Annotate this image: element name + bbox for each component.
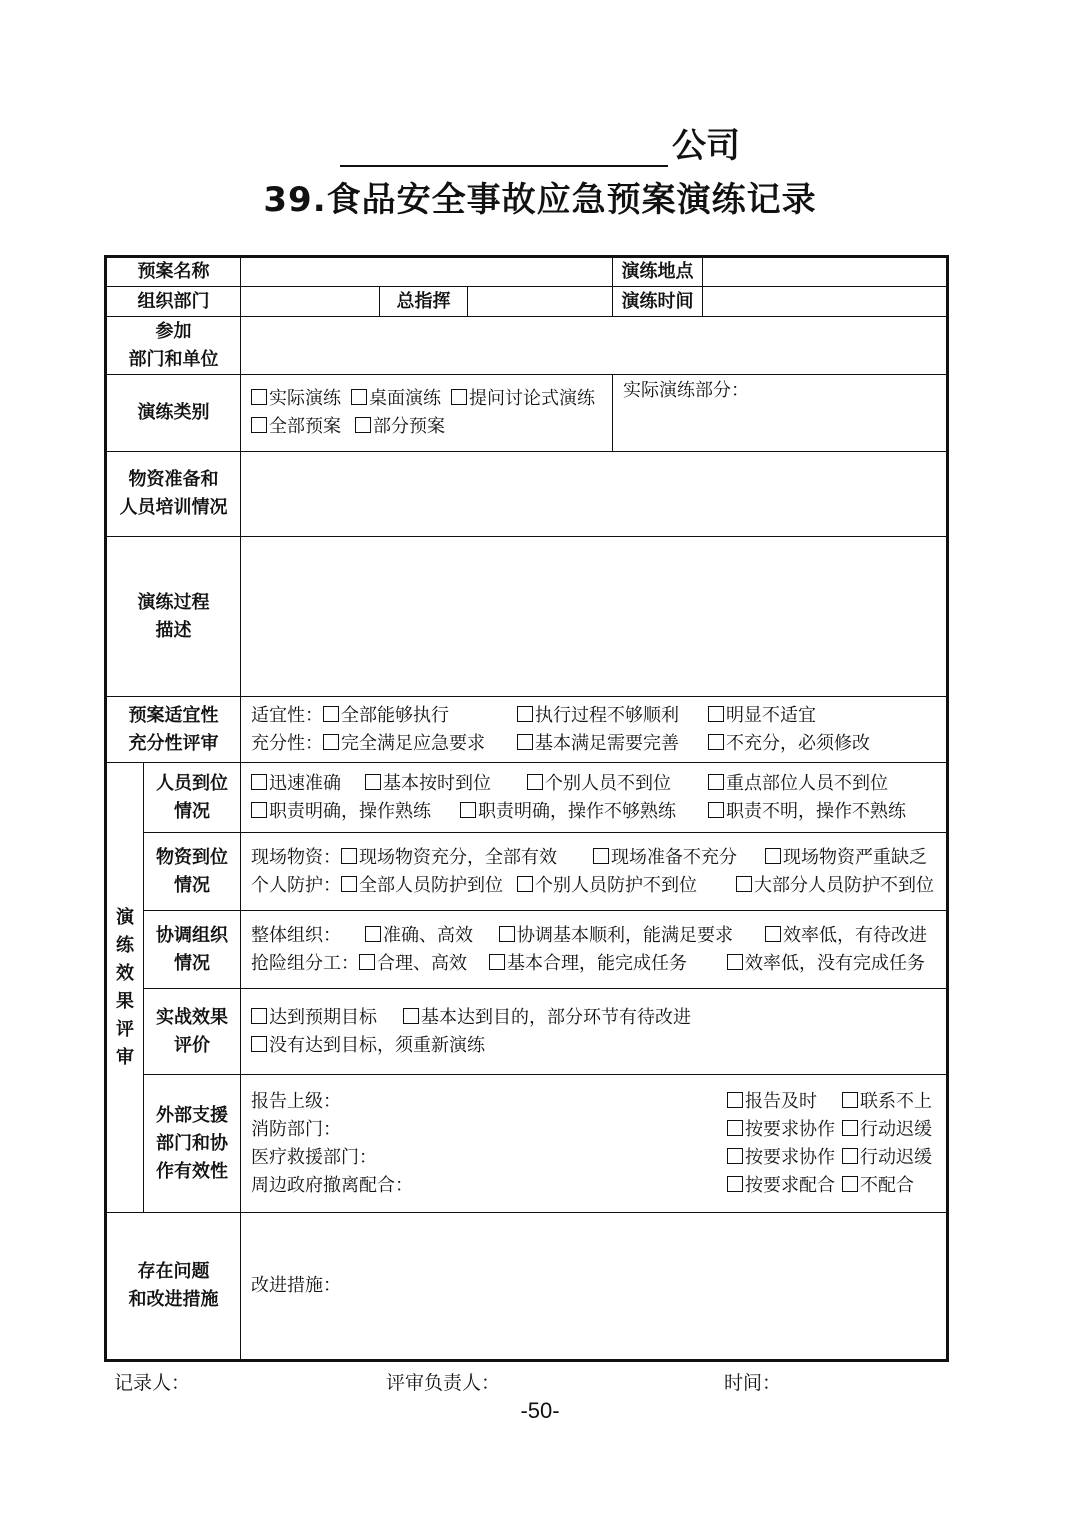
coordination-label-line1: 协调组织 — [156, 924, 228, 946]
plan-name-label: 预案名称 — [106, 257, 241, 287]
option-unreachable: 联系不上 — [860, 1090, 932, 1112]
option-unsuitable: 明显不适宜 — [726, 704, 816, 726]
external-label — [144, 1075, 241, 1213]
checkbox-icon[interactable] — [727, 1092, 743, 1108]
option-some-absent: 个别人员不到位 — [545, 772, 671, 794]
option-discussion-drill: 提问讨论式演练 — [469, 388, 595, 409]
issues-field[interactable] — [241, 1213, 948, 1361]
supplies-label — [144, 833, 241, 911]
recorder-label: 记录人： — [114, 1372, 191, 1394]
personnel-label-line2: 情况 — [174, 800, 210, 822]
suitability-label — [106, 697, 241, 763]
option-accurate-efficient: 准确、高效 — [383, 924, 473, 946]
effect-review-label — [106, 763, 144, 1213]
checkbox-icon[interactable] — [460, 802, 476, 818]
checkbox-icon[interactable] — [708, 774, 724, 790]
checkbox-icon[interactable] — [251, 389, 267, 405]
coordination-label — [144, 911, 241, 989]
issues-label — [106, 1213, 241, 1361]
option-basically-on-time: 基本按时到位 — [383, 772, 491, 794]
checkbox-icon[interactable] — [708, 802, 724, 818]
checkbox-icon[interactable] — [323, 706, 339, 722]
drill-type-label: 演练类别 — [106, 375, 241, 452]
option-fire-slow: 行动迟缓 — [860, 1118, 932, 1140]
checkbox-icon[interactable] — [251, 1036, 267, 1052]
external-label-line2: 部门和协 — [156, 1132, 228, 1154]
participants-label-line1: 参加 — [155, 320, 192, 342]
checkbox-icon[interactable] — [251, 1008, 267, 1024]
effect-char: 审 — [116, 1046, 134, 1068]
option-target-achieved: 达到预期目标 — [269, 1006, 377, 1028]
combat-label-line1: 实战效果 — [156, 1006, 228, 1028]
option-all-protected: 全部人员防护到位 — [359, 874, 503, 896]
option-report-timely: 报告及时 — [745, 1090, 817, 1112]
suitability-options — [241, 697, 948, 763]
org-dept-label: 组织部门 — [106, 287, 241, 317]
checkbox-icon[interactable] — [517, 706, 533, 722]
personnel-label — [144, 763, 241, 833]
actual-drill-part-cell[interactable] — [613, 375, 948, 452]
checkbox-icon[interactable] — [708, 706, 724, 722]
participants-label — [106, 317, 241, 375]
option-gov-not-cooperate: 不配合 — [860, 1174, 914, 1196]
option-basically-reasonable: 基本合理，能完成任务 — [507, 952, 687, 974]
checkbox-icon[interactable] — [251, 802, 267, 818]
fire-dept-label: 消防部门： — [251, 1118, 341, 1140]
checkbox-icon[interactable] — [341, 848, 357, 864]
actual-drill-part-label: 实际演练部分： — [623, 380, 749, 401]
checkbox-icon[interactable] — [323, 734, 339, 750]
drill-record-form — [104, 255, 949, 1362]
drill-time-field[interactable] — [703, 287, 948, 317]
checkbox-icon[interactable] — [489, 954, 505, 970]
time-label: 时间： — [724, 1372, 782, 1394]
external-options — [241, 1075, 948, 1213]
option-task-incomplete: 效率低，没有完成任务 — [745, 952, 925, 974]
option-key-absent: 重点部位人员不到位 — [726, 772, 888, 794]
checkbox-icon[interactable] — [517, 876, 533, 892]
effect-char: 练 — [116, 934, 134, 956]
company-suffix: 公司 — [672, 126, 740, 166]
option-fully-executable: 全部能够执行 — [341, 704, 449, 726]
drill-type-options — [241, 375, 613, 452]
process-field[interactable] — [241, 537, 948, 697]
drill-location-field[interactable] — [703, 257, 948, 287]
drill-location-label: 演练地点 — [613, 257, 703, 287]
improvement-label: 改进措施： — [251, 1275, 341, 1296]
option-fully-meets: 完全满足应急要求 — [341, 732, 485, 754]
company-line — [0, 118, 1080, 167]
reviewer-label: 评审负责人： — [386, 1372, 501, 1394]
checkbox-icon[interactable] — [736, 876, 752, 892]
checkbox-icon[interactable] — [527, 774, 543, 790]
checkbox-icon[interactable] — [355, 417, 371, 433]
external-label-line3: 作有效性 — [156, 1160, 228, 1182]
personnel-label-line1: 人员到位 — [156, 772, 228, 794]
suitability-prefix: 适宜性： — [251, 704, 323, 726]
supplies-options — [241, 833, 948, 911]
page-number: -50- — [520, 1398, 560, 1423]
option-basically-smooth: 协调基本顺利，能满足要求 — [517, 924, 733, 946]
page-title: 39.食品安全事故应急预案演练记录 — [263, 180, 817, 220]
option-full-plan: 全部预案 — [269, 416, 341, 437]
adequacy-prefix: 充分性： — [251, 732, 323, 754]
personal-protection-prefix: 个人防护： — [251, 874, 341, 896]
materials-label-line2: 人员培训情况 — [119, 497, 228, 518]
effect-char: 果 — [116, 990, 134, 1012]
option-some-unprotected: 个别人员防护不到位 — [535, 874, 697, 896]
option-medical-slow: 行动迟缓 — [860, 1146, 932, 1168]
effect-char: 效 — [116, 962, 134, 984]
supplies-label-line1: 物资到位 — [156, 846, 228, 868]
coordination-label-line2: 情况 — [174, 952, 210, 974]
option-prep-insufficient: 现场准备不充分 — [611, 846, 737, 868]
option-desktop-drill: 桌面演练 — [369, 388, 441, 409]
process-label-line1: 演练过程 — [137, 591, 210, 613]
supplies-label-line2: 情况 — [174, 874, 210, 896]
checkbox-icon[interactable] — [842, 1148, 858, 1164]
checkbox-icon[interactable] — [365, 774, 381, 790]
checkbox-icon[interactable] — [341, 876, 357, 892]
checkbox-icon[interactable] — [727, 1176, 743, 1192]
option-supplies-lacking: 现场物资严重缺乏 — [783, 846, 927, 868]
overall-org-prefix: 整体组织： — [251, 924, 341, 946]
external-label-line1: 外部支援 — [156, 1104, 228, 1126]
checkbox-icon[interactable] — [451, 389, 467, 405]
company-name-blank[interactable] — [340, 129, 668, 167]
checkbox-icon[interactable] — [765, 926, 781, 942]
effect-char: 评 — [116, 1018, 134, 1040]
combat-options — [241, 989, 948, 1075]
option-clear-skilled: 职责明确，操作熟练 — [269, 800, 431, 822]
medical-label: 医疗救援部门： — [251, 1146, 377, 1168]
option-medical-cooperate: 按要求协作 — [745, 1146, 835, 1168]
coordination-options — [241, 911, 948, 989]
option-most-unprotected: 大部分人员防护不到位 — [754, 874, 934, 896]
option-clear-unskilled: 职责明确，操作不够熟练 — [478, 800, 676, 822]
report-superior-label: 报告上级： — [251, 1090, 341, 1112]
combat-label — [144, 989, 241, 1075]
option-reasonable-efficient: 合理、高效 — [377, 952, 467, 974]
option-unclear-unskilled: 职责不明，操作不熟练 — [726, 800, 906, 822]
participants-field[interactable] — [241, 317, 948, 375]
checkbox-icon[interactable] — [593, 848, 609, 864]
gov-evac-label: 周边政府撤离配合： — [251, 1174, 413, 1196]
checkbox-icon[interactable] — [727, 1148, 743, 1164]
checkbox-icon[interactable] — [727, 954, 743, 970]
participants-label-line2: 部门和单位 — [128, 348, 219, 370]
option-not-achieved: 没有达到目标，须重新演练 — [269, 1034, 485, 1056]
checkbox-icon[interactable] — [708, 734, 724, 750]
checkbox-icon[interactable] — [765, 848, 781, 864]
suitability-label-line2: 充分性评审 — [128, 732, 219, 754]
option-needs-improvement: 基本满足需要完善 — [535, 732, 679, 754]
process-label-line2: 描述 — [155, 619, 192, 641]
checkbox-icon[interactable] — [359, 954, 375, 970]
option-quick-accurate: 迅速准确 — [269, 772, 341, 794]
checkbox-icon[interactable] — [499, 926, 515, 942]
option-must-revise: 不充分，必须修改 — [726, 732, 870, 754]
checkbox-icon[interactable] — [403, 1008, 419, 1024]
materials-field[interactable] — [241, 452, 948, 537]
checkbox-icon[interactable] — [842, 1120, 858, 1136]
materials-label-line1: 物资准备和 — [128, 469, 219, 490]
drill-time-label: 演练时间 — [613, 287, 703, 317]
personnel-options — [241, 763, 948, 833]
combat-label-line2: 评价 — [174, 1034, 210, 1056]
suitability-label-line1: 预案适宜性 — [128, 704, 219, 726]
checkbox-icon[interactable] — [727, 1120, 743, 1136]
materials-label — [106, 452, 241, 537]
option-fire-cooperate: 按要求协作 — [745, 1118, 835, 1140]
option-low-efficiency: 效率低，有待改进 — [783, 924, 927, 946]
checkbox-icon[interactable] — [251, 774, 267, 790]
effect-char: 演 — [116, 906, 134, 928]
option-actual-drill: 实际演练 — [269, 388, 341, 409]
issues-label-line1: 存在问题 — [137, 1261, 210, 1282]
checkbox-icon[interactable] — [365, 926, 381, 942]
checkbox-icon[interactable] — [517, 734, 533, 750]
option-basically-achieved: 基本达到目的，部分环节有待改进 — [421, 1006, 691, 1028]
commander-field[interactable] — [468, 287, 613, 317]
checkbox-icon[interactable] — [351, 389, 367, 405]
option-not-smooth: 执行过程不够顺利 — [535, 704, 679, 726]
site-supplies-prefix: 现场物资： — [251, 846, 341, 868]
issues-label-line2: 和改进措施 — [128, 1289, 219, 1310]
option-gov-cooperate: 按要求配合 — [745, 1174, 835, 1196]
process-label — [106, 537, 241, 697]
option-partial-plan: 部分预案 — [373, 416, 445, 437]
commander-label: 总指挥 — [380, 287, 468, 317]
checkbox-icon[interactable] — [842, 1176, 858, 1192]
checkbox-icon[interactable] — [842, 1092, 858, 1108]
plan-name-field[interactable] — [241, 257, 613, 287]
checkbox-icon[interactable] — [251, 417, 267, 433]
rescue-prefix: 抢险组分工： — [251, 952, 359, 974]
option-supplies-sufficient: 现场物资充分，全部有效 — [359, 846, 557, 868]
org-dept-field[interactable] — [241, 287, 380, 317]
